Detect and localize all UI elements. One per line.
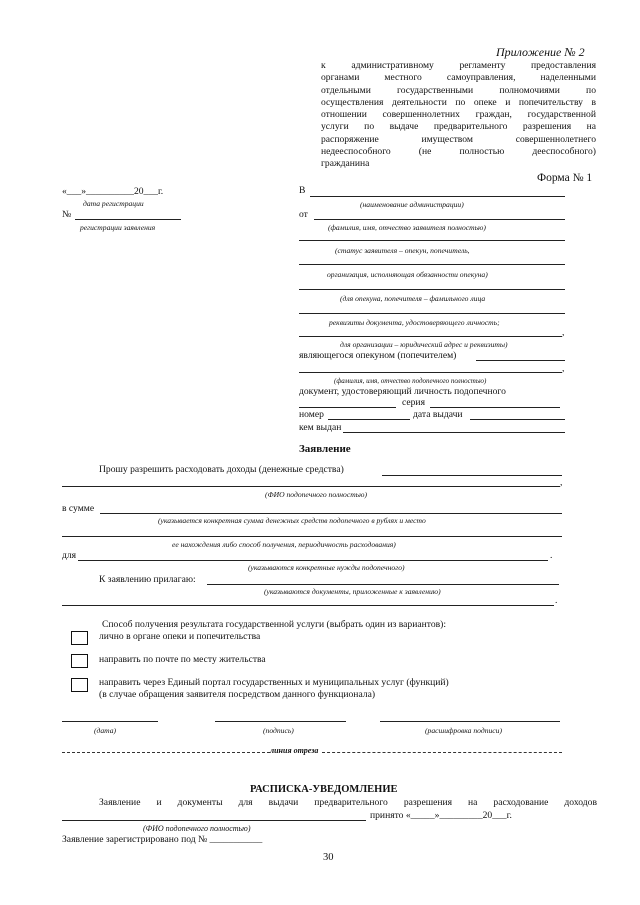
status-caption-5: для организации – юридический адрес и реквизиты): [340, 340, 508, 349]
status-caption-2: организация, исполняющая обязанности опекуна): [327, 270, 488, 279]
issued-by-field[interactable]: [343, 432, 565, 433]
preamble-line: услуги по выдаче предварительного разрешения на: [321, 121, 596, 133]
receipt-line-1: Заявление и документы для выдачи предварительного разрешения на расходование доходов: [99, 797, 597, 808]
page-number: 30: [323, 852, 334, 863]
status-field-5[interactable]: [299, 336, 562, 337]
registration-date-caption: дата регистрации: [83, 199, 144, 208]
receipt-title: РАСПИСКА-УВЕДОМЛЕНИЕ: [250, 784, 398, 795]
status-caption-4: реквизиты документа, удостоверяющего личность;: [329, 318, 500, 327]
to-field[interactable]: [310, 196, 565, 197]
to-caption: (наименование администрации): [360, 200, 464, 209]
cut-line-label: линия отреза: [270, 746, 319, 755]
fio-caption: (ФИО подопечного полностью): [265, 490, 368, 499]
series-label: серия: [402, 397, 425, 408]
sum-field-2[interactable]: [62, 536, 562, 537]
attach-field[interactable]: [207, 584, 559, 585]
to-label: В: [299, 185, 306, 196]
request-text: Прошу разрешить расходовать доходы (денежные средства): [99, 464, 344, 475]
preamble-line: недееспособного (не полностью дееспособного): [321, 146, 596, 158]
guardian-label: являющегося опекуном (попечителем): [299, 350, 457, 361]
for-label: для: [62, 550, 77, 561]
appendix-title: Приложение № 2: [496, 45, 585, 59]
status-caption-3: (для опекуна, попечителя – фамильного лица: [340, 294, 486, 303]
signature-field[interactable]: [215, 721, 346, 722]
signature-decode-field[interactable]: [380, 721, 560, 722]
preamble-line: отношении совершеннолетних граждан, государственной: [321, 109, 596, 121]
signature-decode-caption: (расшифровка подписи): [425, 726, 502, 735]
form-number: Форма № 1: [537, 172, 593, 184]
preamble-line: к административному регламенту предоставления: [321, 60, 596, 71]
comma: ,: [562, 363, 565, 374]
status-field-1[interactable]: [299, 240, 565, 241]
period: .: [550, 550, 553, 561]
for-field[interactable]: [78, 560, 548, 561]
issue-date-label: дата выдачи: [413, 409, 463, 420]
preamble: [321, 60, 596, 170]
receipt-registered: Заявление зарегистрировано под № ___________: [62, 834, 263, 845]
from-caption: (фамилия, имя, отчество заявителя полностью): [328, 223, 486, 232]
option-portal-note: (в случае обращения заявителя посредством данного функционала): [99, 689, 376, 700]
preamble-line: распоряжение имуществом совершеннолетнего: [321, 133, 596, 145]
preamble-line: органами местного самоуправления, наделенными: [321, 72, 596, 84]
option-in-person-label: лично в органе опеки и попечительства: [99, 631, 261, 642]
option-post-checkbox[interactable]: [71, 654, 88, 668]
sum-caption-2: ее нахождения либо способ получения, периодичность расходования): [172, 540, 396, 549]
status-field-4[interactable]: [299, 313, 565, 314]
cut-line-left: [62, 752, 270, 753]
preamble-line: осуществления деятельности по опеке и попечительству в: [321, 96, 596, 108]
option-portal-label: направить через Единый портал государственных и муниципальных услуг (функций): [99, 677, 449, 688]
number-field[interactable]: [328, 419, 410, 420]
guardian-field[interactable]: [476, 360, 565, 361]
status-caption-1: (статус заявителя – опекун, попечитель,: [335, 246, 470, 255]
receipt-fio-caption: (ФИО подопечного полностью): [143, 824, 251, 833]
series-field[interactable]: [430, 407, 560, 408]
comma: ,: [562, 327, 565, 338]
option-post-label: направить по почте по месту жительства: [99, 654, 266, 665]
sum-field[interactable]: [100, 513, 562, 514]
issue-date-field[interactable]: [470, 419, 565, 420]
status-field-2[interactable]: [299, 264, 565, 265]
options-heading: Способ получения результата государственной услуги (выбрать один из вариантов):: [102, 619, 447, 630]
status-field-3[interactable]: [299, 289, 565, 290]
registration-number-label: №: [62, 209, 72, 220]
attach-field-2[interactable]: [62, 605, 554, 606]
from-label: от: [299, 209, 308, 220]
fio-field[interactable]: [62, 486, 560, 487]
from-field[interactable]: [314, 219, 565, 220]
identity-doc-label: документ, удостоверяющий личность подопечного: [299, 386, 506, 397]
date-signature-field[interactable]: [62, 721, 158, 722]
ward-field[interactable]: [299, 372, 562, 373]
signature-caption: (подпись): [263, 726, 294, 735]
registration-number-field[interactable]: [75, 219, 181, 220]
sum-caption-1: (указывается конкретная сумма денежных средств подопечного в рублях и место: [158, 516, 426, 525]
option-portal-checkbox[interactable]: [71, 678, 88, 692]
preamble-line: гражданина: [321, 158, 370, 170]
request-field[interactable]: [382, 475, 562, 476]
cut-line-right: [322, 752, 562, 753]
attach-label: К заявлению прилагаю:: [99, 574, 196, 585]
comma: ,: [560, 477, 563, 488]
receipt-fio-field[interactable]: [62, 820, 366, 821]
preamble-line: отдельными государственными полномочиями по: [321, 84, 596, 96]
registration-date-line[interactable]: «___»__________20___г.: [62, 186, 164, 197]
issued-by-label: кем выдан: [299, 422, 342, 433]
registration-number-caption: регистрации заявления: [80, 223, 156, 232]
date-caption: (дата): [94, 726, 117, 735]
identity-doc-field[interactable]: [299, 407, 396, 408]
number-label: номер: [299, 409, 324, 420]
receipt-accepted: принято «_____»_________20___г.: [370, 810, 512, 821]
sum-label: в сумме: [62, 503, 95, 514]
for-caption: (указываются конкретные нужды подопечного): [248, 563, 405, 572]
ward-caption: (фамилия, имя, отчество подопечного полностью): [334, 377, 487, 385]
option-in-person-checkbox[interactable]: [71, 631, 88, 645]
period: .: [555, 595, 558, 606]
document-title: Заявление: [299, 443, 351, 455]
attach-caption: (указываются документы, приложенные к заявлению): [264, 587, 441, 596]
